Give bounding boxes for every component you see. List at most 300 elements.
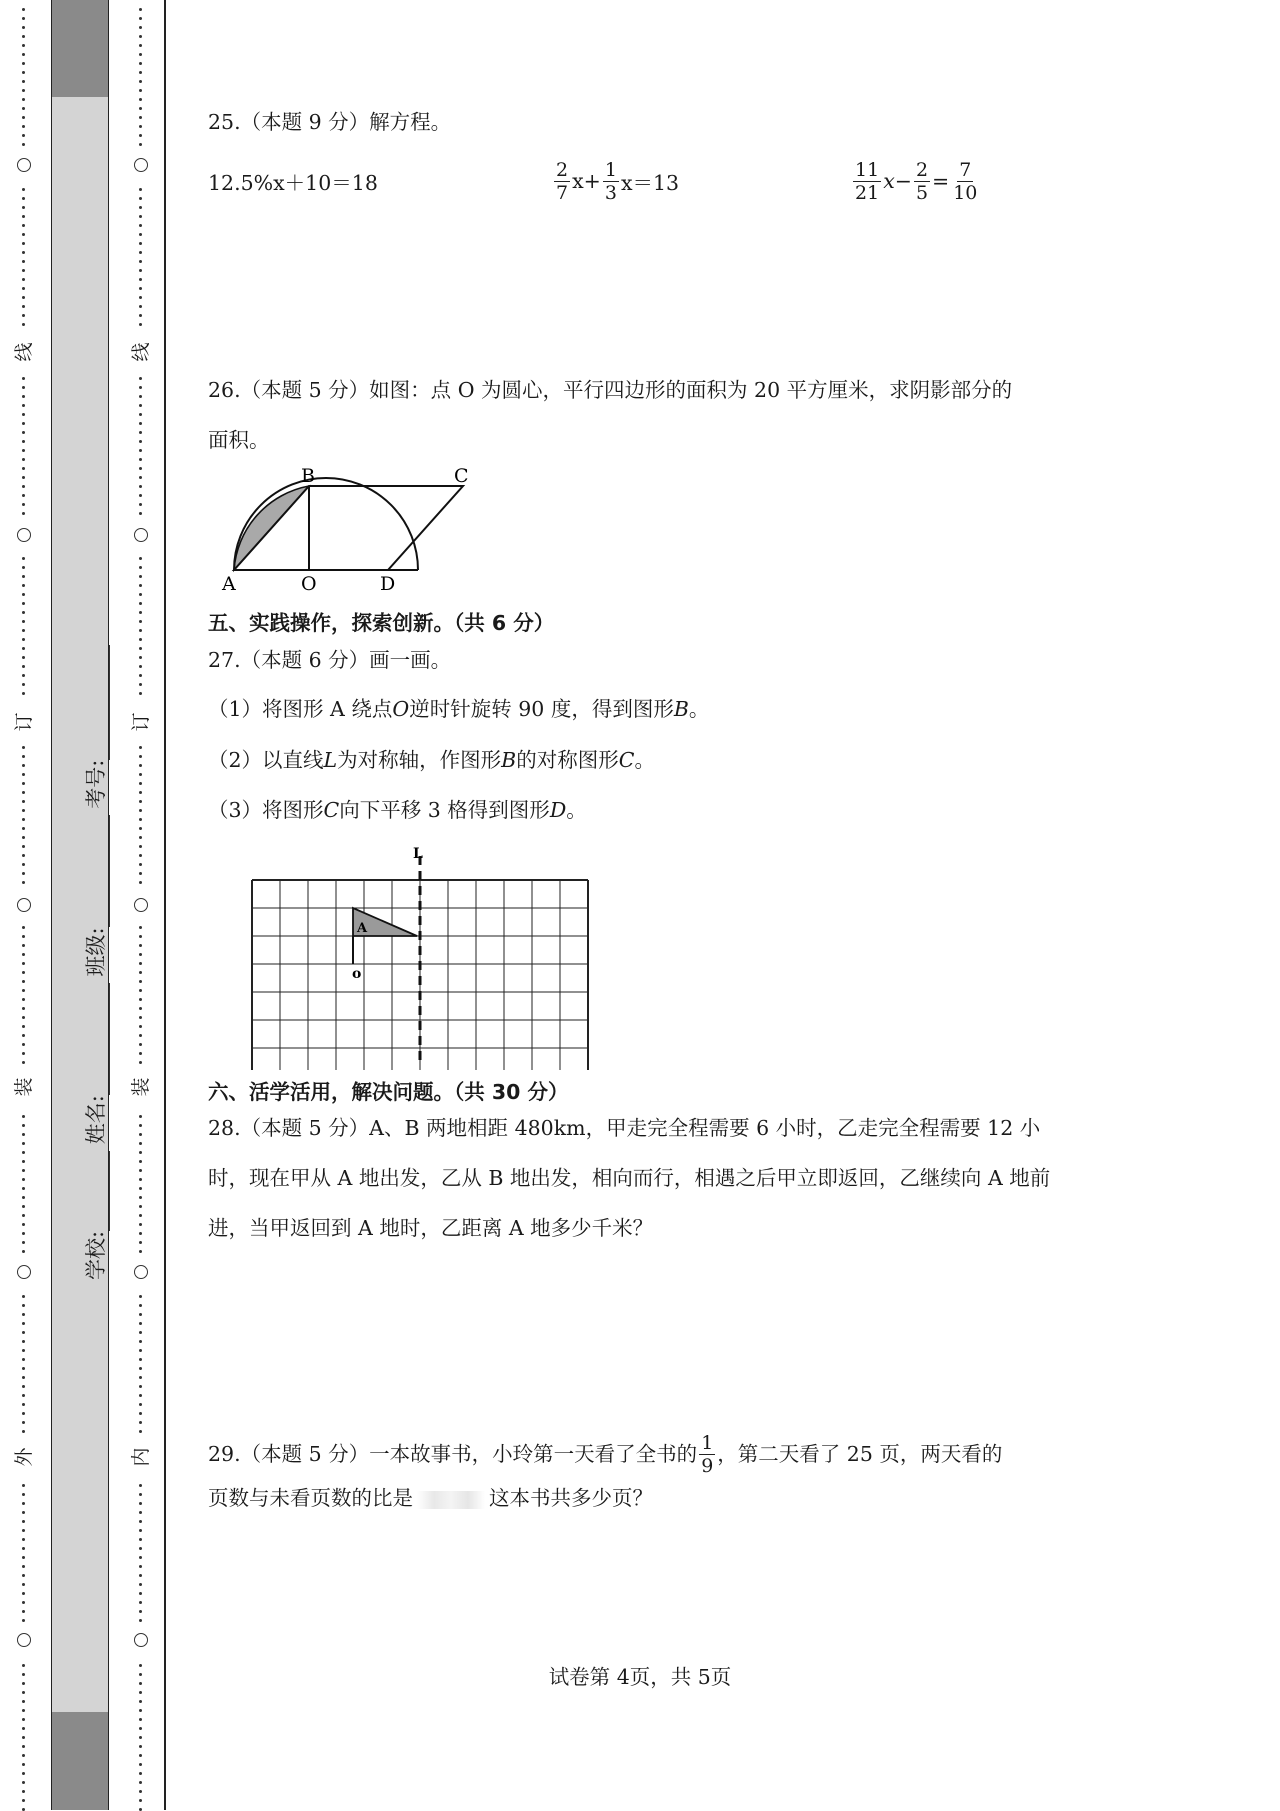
margin-dot (139, 1574, 142, 1577)
margin-dot (139, 1412, 142, 1415)
margin-dot (22, 998, 25, 1001)
margin-dot (139, 800, 142, 803)
margin-dot (22, 1394, 25, 1397)
margin-dot (22, 1502, 25, 1505)
margin-dot (139, 395, 142, 398)
margin-dot (22, 1007, 25, 1010)
margin-dot (22, 962, 25, 965)
margin-dot (139, 440, 142, 443)
margin-dot (139, 1007, 142, 1010)
margin-dot (22, 674, 25, 677)
margin-dot (139, 1313, 142, 1316)
margin-dot (139, 953, 142, 956)
binding-band-bottom-block (52, 1712, 108, 1810)
margin-dot (139, 1430, 142, 1433)
q26-line1: 26.（本题 5 分）如图：点 O 为圆心，平行四边形的面积为 20 平方厘米，求阴影部分的 (208, 378, 1013, 402)
margin-dot (22, 134, 25, 137)
margin-dot (22, 1520, 25, 1523)
margin-dot (139, 1754, 142, 1757)
q26-line2: 面积。 (208, 428, 270, 452)
margin-dot (22, 206, 25, 209)
margin-dot (22, 1709, 25, 1712)
school-blank[interactable] (89, 1151, 110, 1231)
margin-dot (22, 1151, 25, 1154)
margin-dot (139, 323, 142, 326)
margin-dot (139, 467, 142, 470)
margin-dot (139, 1799, 142, 1802)
margin-dot (22, 1295, 25, 1298)
outer-char-ding: 订 (12, 710, 36, 734)
margin-dot (139, 1340, 142, 1343)
margin-dot (22, 98, 25, 101)
margin-dot (22, 800, 25, 803)
margin-dot (139, 422, 142, 425)
margin-dot (22, 1538, 25, 1541)
margin-dot (22, 512, 25, 515)
margin-dot (22, 1016, 25, 1019)
margin-dot (139, 1187, 142, 1190)
margin-dot (22, 1385, 25, 1388)
margin-dot (22, 449, 25, 452)
margin-dot (22, 836, 25, 839)
margin-dot (139, 188, 142, 191)
margin-dot (22, 1358, 25, 1361)
margin-dot (22, 656, 25, 659)
margin-dot (22, 1043, 25, 1046)
margin-dot (139, 557, 142, 560)
margin-dot (139, 1502, 142, 1505)
margin-dot (139, 1367, 142, 1370)
margin-dot (22, 314, 25, 317)
margin-dot (139, 386, 142, 389)
margin-dot (139, 1304, 142, 1307)
margin-dot (139, 1115, 142, 1118)
margin-dot (139, 818, 142, 821)
margin-dot (139, 1124, 142, 1127)
margin-dot (22, 611, 25, 614)
margin-dot (22, 953, 25, 956)
label-C: C (454, 468, 469, 487)
exam-number-blank[interactable] (89, 645, 110, 760)
margin-dot (22, 1214, 25, 1217)
margin-dot (22, 71, 25, 74)
q25-equation-3: $\frac{11}{21}$ x − $\frac{2}{5}$ = $\frac{7}{10}$ (855, 158, 978, 204)
q29-line2: 页数与未看页数的比是 这本书共多少页？ (208, 1486, 653, 1510)
margin-dot (139, 1322, 142, 1325)
margin-dot (139, 881, 142, 884)
margin-dot (22, 872, 25, 875)
margin-dot (139, 791, 142, 794)
margin-dot (22, 1700, 25, 1703)
margin-dot (139, 143, 142, 146)
name-label: 姓名: (84, 1095, 108, 1145)
margin-dot (22, 1601, 25, 1604)
q27-grid-figure (240, 840, 660, 1070)
margin-dot (139, 449, 142, 452)
margin-dot (22, 1340, 25, 1343)
margin-dot (139, 1745, 142, 1748)
margin-dot (22, 188, 25, 191)
margin-dot (139, 242, 142, 245)
margin-dot (22, 1115, 25, 1118)
margin-dot (22, 575, 25, 578)
margin-dot (22, 1511, 25, 1514)
margin-circle (17, 898, 31, 912)
margin-dot (22, 1403, 25, 1406)
margin-dot (139, 53, 142, 56)
margin-dot (22, 1232, 25, 1235)
margin-dot (139, 44, 142, 47)
margin-dot (22, 1727, 25, 1730)
inner-dot-column (133, 0, 149, 1810)
margin-dot (139, 845, 142, 848)
margin-dot (139, 1376, 142, 1379)
section-5-heading: 五、实践操作，探索创新。（共 6 分） (208, 611, 555, 635)
margin-dot (22, 1052, 25, 1055)
margin-dot (139, 1700, 142, 1703)
margin-dot (22, 746, 25, 749)
margin-dot (22, 413, 25, 416)
margin-dot (22, 1556, 25, 1559)
margin-dot (139, 116, 142, 119)
margin-dot (139, 1385, 142, 1388)
margin-dot (22, 143, 25, 146)
margin-dot (139, 1169, 142, 1172)
margin-dot (139, 1619, 142, 1622)
margin-dot (139, 629, 142, 632)
margin-dot (139, 1691, 142, 1694)
margin-dot (139, 89, 142, 92)
margin-dot (22, 476, 25, 479)
inner-char-xian: 线 (129, 340, 153, 364)
margin-dot (139, 1610, 142, 1613)
margin-circle (134, 1633, 148, 1647)
margin-dot (139, 1556, 142, 1559)
margin-dot (22, 494, 25, 497)
class-blank[interactable] (89, 815, 110, 927)
fraction: $\frac{7}{10}$ (953, 158, 978, 204)
margin-dot (139, 809, 142, 812)
margin-dot (22, 386, 25, 389)
margin-dot (139, 1403, 142, 1406)
margin-dot (139, 863, 142, 866)
margin-dot (139, 1763, 142, 1766)
margin-dot (22, 638, 25, 641)
margin-dot (22, 1061, 25, 1064)
margin-dot (139, 755, 142, 758)
margin-dot (22, 1763, 25, 1766)
margin-dot (139, 476, 142, 479)
margin-dot (139, 269, 142, 272)
margin-dot (22, 773, 25, 776)
margin-dot (139, 1772, 142, 1775)
margin-dot (139, 872, 142, 875)
margin-dot (139, 1250, 142, 1253)
margin-dot (22, 287, 25, 290)
margin-dot (139, 233, 142, 236)
margin-dot (22, 620, 25, 623)
inner-char-ding: 订 (129, 710, 153, 734)
outer-char-wai: 外 (12, 1445, 36, 1469)
margin-dot (139, 620, 142, 623)
margin-dot (139, 1781, 142, 1784)
margin-circle (134, 528, 148, 542)
margin-border-line (164, 0, 166, 1810)
margin-dot (139, 989, 142, 992)
margin-dot (22, 935, 25, 938)
margin-dot (22, 683, 25, 686)
margin-dot (139, 692, 142, 695)
inner-char-nei: 内 (129, 1445, 153, 1469)
margin-dot (139, 1142, 142, 1145)
margin-dot (139, 1331, 142, 1334)
margin-dot (22, 1025, 25, 1028)
margin-dot (22, 1142, 25, 1145)
page-footer: 试卷第 4页，共 5页 (548, 1665, 732, 1689)
margin-dot (22, 35, 25, 38)
margin-dot (139, 1358, 142, 1361)
margin-dot (139, 1709, 142, 1712)
margin-dot (139, 1592, 142, 1595)
label-L: L (413, 846, 423, 862)
margin-dot (22, 1313, 25, 1316)
margin-dot (139, 827, 142, 830)
margin-dot (22, 1205, 25, 1208)
margin-dot (22, 395, 25, 398)
q27-step-3: （3）将图形C向下平移 3 格得到图形D。 (208, 798, 587, 822)
margin-circle (17, 528, 31, 542)
fraction: $\frac{1}{3}$ (604, 158, 617, 204)
margin-dot (139, 98, 142, 101)
margin-dot (22, 1484, 25, 1487)
margin-dot (22, 557, 25, 560)
margin-dot (139, 647, 142, 650)
margin-dot (22, 251, 25, 254)
margin-dot (22, 944, 25, 947)
q29-line1: 29.（本题 5 分）一本故事书，小玲第一天看了全书的 $\frac{1}{9}$ ，第二天看了 25 页，两天看的 (208, 1431, 1003, 1477)
margin-dot (22, 1565, 25, 1568)
margin-dot (22, 107, 25, 110)
margin-dot (22, 1610, 25, 1613)
margin-circle (134, 1265, 148, 1279)
margin-dot (22, 1718, 25, 1721)
margin-dot (139, 1484, 142, 1487)
margin-dot (22, 602, 25, 605)
margin-dot (22, 422, 25, 425)
margin-dot (139, 1160, 142, 1163)
margin-dot (139, 1736, 142, 1739)
margin-dot (22, 1583, 25, 1586)
margin-dot (22, 1547, 25, 1550)
margin-dot (139, 566, 142, 569)
margin-dot (139, 8, 142, 11)
margin-dot (22, 404, 25, 407)
margin-dot (139, 287, 142, 290)
margin-dot (139, 1421, 142, 1424)
margin-circle (17, 158, 31, 172)
margin-dot (139, 1538, 142, 1541)
margin-dot (139, 1295, 142, 1298)
margin-dot (139, 1493, 142, 1496)
margin-dot (22, 764, 25, 767)
margin-dot (139, 35, 142, 38)
margin-dot (139, 1052, 142, 1055)
margin-dot (139, 1349, 142, 1352)
margin-dot (22, 1430, 25, 1433)
margin-dot (139, 1034, 142, 1037)
margin-dot (139, 1133, 142, 1136)
margin-dot (139, 107, 142, 110)
blurred-ratio-value (417, 1491, 485, 1509)
margin-dot (139, 926, 142, 929)
margin-dot (22, 89, 25, 92)
margin-dot (139, 26, 142, 29)
margin-dot (139, 1214, 142, 1217)
margin-dot (22, 431, 25, 434)
margin-dot (22, 26, 25, 29)
margin-dot (139, 494, 142, 497)
outer-char-xian: 线 (12, 340, 36, 364)
margin-dot (139, 512, 142, 515)
margin-dot (22, 665, 25, 668)
margin-dot (139, 224, 142, 227)
margin-dot (22, 1322, 25, 1325)
margin-dot (22, 116, 25, 119)
margin-dot (22, 269, 25, 272)
margin-dot (139, 1718, 142, 1721)
margin-dot (139, 1223, 142, 1226)
margin-dot (22, 980, 25, 983)
margin-dot (139, 782, 142, 785)
school-label: 学校: (84, 1230, 108, 1280)
margin-dot (139, 935, 142, 938)
margin-dot (139, 746, 142, 749)
margin-dot (139, 638, 142, 641)
margin-dot (139, 431, 142, 434)
margin-dot (22, 1772, 25, 1775)
margin-dot (22, 1754, 25, 1757)
margin-dot (22, 62, 25, 65)
margin-dot (22, 1592, 25, 1595)
margin-dot (139, 1601, 142, 1604)
name-blank[interactable] (89, 983, 110, 1095)
margin-dot (139, 296, 142, 299)
fraction: $\frac{1}{9}$ (701, 1431, 714, 1477)
inner-char-zhuang: 装 (129, 1075, 153, 1099)
margin-dot (139, 1394, 142, 1397)
margin-dot (139, 1520, 142, 1523)
margin-dot (22, 377, 25, 380)
margin-dot (22, 926, 25, 929)
margin-dot (139, 1196, 142, 1199)
label-B: B (301, 468, 315, 487)
class-label: 班级: (84, 927, 108, 977)
q27-step-2: （2）以直线L为对称轴，作图形B的对称图形C。 (208, 748, 655, 772)
margin-dot (22, 647, 25, 650)
margin-dot (22, 242, 25, 245)
margin-dot (22, 1250, 25, 1253)
margin-dot (139, 278, 142, 281)
margin-dot (22, 1169, 25, 1172)
margin-dot (22, 1331, 25, 1334)
margin-dot (139, 1547, 142, 1550)
margin-dot (139, 998, 142, 1001)
fraction: $\frac{2}{5}$ (915, 158, 929, 204)
margin-dot (22, 566, 25, 569)
margin-dot (22, 305, 25, 308)
margin-dot (22, 629, 25, 632)
margin-dot (139, 764, 142, 767)
label-A: A (222, 573, 236, 594)
margin-dot (139, 1241, 142, 1244)
outer-dot-column (16, 0, 32, 1810)
margin-dot (139, 1025, 142, 1028)
fraction: $\frac{2}{7}$ (556, 158, 569, 204)
margin-dot (139, 1790, 142, 1793)
margin-dot (22, 1790, 25, 1793)
margin-dot (139, 1565, 142, 1568)
margin-dot (22, 1349, 25, 1352)
margin-dot (22, 1124, 25, 1127)
margin-dot (22, 1376, 25, 1379)
margin-dot (139, 251, 142, 254)
margin-dot (139, 1511, 142, 1514)
label-point-O: o (352, 966, 362, 982)
margin-dot (139, 971, 142, 974)
margin-dot (22, 1421, 25, 1424)
margin-dot (139, 17, 142, 20)
margin-dot (22, 1619, 25, 1622)
margin-dot (139, 1016, 142, 1019)
student-info-fields (80, 645, 110, 1280)
margin-dot (22, 53, 25, 56)
margin-dot (22, 467, 25, 470)
q25-equation-1: 12.5%x＋10＝18 (208, 171, 378, 195)
margin-dot (139, 215, 142, 218)
margin-dot (22, 692, 25, 695)
fraction: $\frac{11}{21}$ (855, 158, 880, 204)
margin-dot (22, 1034, 25, 1037)
margin-dot (139, 260, 142, 263)
margin-dot (139, 485, 142, 488)
margin-dot (22, 791, 25, 794)
outer-char-zhuang: 装 (12, 1075, 36, 1099)
q27-step-1: （1）将图形 A 绕点O逆时针旋转 90 度，得到图形B。 (208, 697, 710, 721)
margin-dot (22, 485, 25, 488)
margin-dot (139, 962, 142, 965)
margin-dot (139, 413, 142, 416)
label-D: D (380, 573, 396, 594)
margin-dot (139, 314, 142, 317)
margin-dot (22, 971, 25, 974)
q25-label: 25.（本题 9 分）解方程。 (208, 110, 452, 134)
margin-dot (139, 1583, 142, 1586)
margin-dot (139, 197, 142, 200)
margin-dot (22, 989, 25, 992)
q28-text: 28.（本题 5 分）A、B 两地相距 480km，甲走完全程需要 6 小时，乙走完全程需要 12 小时，现在甲从 A 地出发，乙从 B 地出发，相向而行，相遇之后甲立即返回，乙继续向 A 地前进，当甲返回到 A 地时，乙距离 A 地多少千米？ (208, 1116, 1051, 1240)
margin-dot (22, 1241, 25, 1244)
margin-dot (22, 197, 25, 200)
binding-band-top-block (52, 0, 108, 97)
margin-dot (22, 809, 25, 812)
margin-dot (22, 44, 25, 47)
margin-circle (17, 1265, 31, 1279)
margin-dot (22, 881, 25, 884)
q27-label: 27.（本题 6 分）画一画。 (208, 648, 452, 672)
margin-dot (139, 377, 142, 380)
margin-dot (22, 215, 25, 218)
margin-dot (22, 458, 25, 461)
